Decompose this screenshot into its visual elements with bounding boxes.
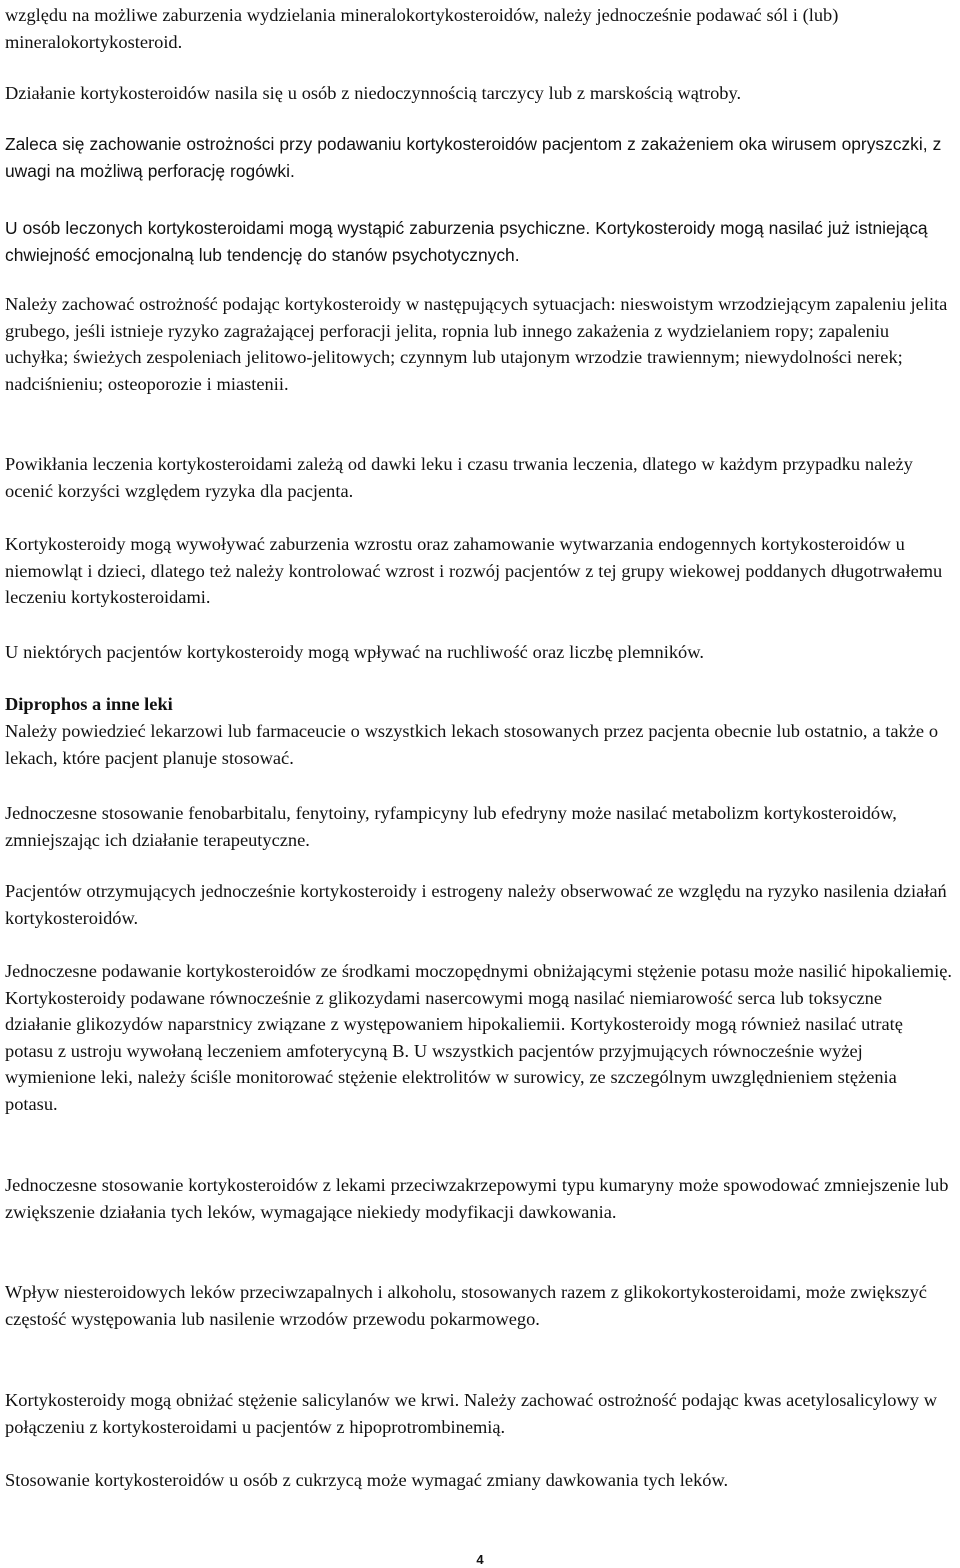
paragraph-growth: Kortykosteroidy mogą wywoływać zaburzenia wzrostu oraz zahamowanie wytwarzania endogennych kortykosteroidów u niemowląt i dzieci, dlatego też należy kontrolować wzrost i rozwój pacjentów z tej grupy wiekowej poddanych długotrwałemu leczeniu kortykosteroidami.: [5, 534, 943, 607]
paragraph-inform-doctor: Należy powiedzieć lekarzowi lub farmaceucie o wszystkich lekach stosowanych przez pacjenta obecnie lub ostatnio, a także o lekach, które pacjent planuje stosować.: [5, 721, 939, 768]
paragraph-herpes-eye: Zaleca się zachowanie ostrożności przy podawaniu kortykosteroidów pacjentom z zakażeniem oka wirusem opryszczki, z uwagi na możliwą perforację rogówki.: [5, 134, 942, 181]
paragraph-sperm: U niektórych pacjentów kortykosteroidy mogą wpływać na ruchliwość oraz liczbę plemników.: [5, 642, 704, 662]
paragraph-potassium: Jednoczesne podawanie kortykosteroidów ze środkami moczopędnymi obniżającymi stężenie potasu może nasilić hipokaliemię. Kortykosteroidy podawane równocześnie z glikozydami nasercowymi mogą nasilać niemiarowość serca lub toksyczne działanie glikozydów naparstnicy związane z występowaniem hipokaliemii. Kortykosteroidy mogą również nasilać utratę potasu z ustroju wywołaną leczeniem amfoterycyną B. U wszystkich pacjentów przyjmujących równocześnie wyżej wymienione leki, należy ściśle monitorować stężenie elektrolitów w surowicy, ze szczególnym uwzględnieniem stężenia potasu.: [5, 961, 952, 1114]
page-number: 4: [476, 1552, 484, 1567]
paragraph-phenobarbital: Jednoczesne stosowanie fenobarbitalu, fenytoiny, ryfampicyny lub efedryny może nasilać metabolizm kortykosteroidów, zmniejszając ich działanie terapeutyczne.: [5, 803, 897, 850]
paragraph-thyroid-liver: Działanie kortykosteroidów nasila się u osób z niedoczynnością tarczycy lub z marskością wątroby.: [5, 83, 742, 103]
paragraph-estrogens: Pacjentów otrzymujących jednocześnie kortykosteroidy i estrogeny należy obserwować ze względu na ryzyko nasilenia działań kortykosteroidów.: [5, 881, 947, 928]
paragraph-mineralocorticoid: względu na możliwe zaburzenia wydzielania mineralokortykosteroidów, należy jednocześnie podawać sól i (lub) mineralokortykosteroid.: [5, 5, 839, 52]
paragraph-anticoagulants: Jednoczesne stosowanie kortykosteroidów z lekami przeciwzakrzepowymi typu kumaryny może spowodować zmniejszenie lub zwiększenie działania tych leków, wymagające niekiedy modyfikacji dawkowania.: [5, 1175, 949, 1222]
paragraph-diabetes: Stosowanie kortykosteroidów u osób z cukrzycą może wymagać zmiany dawkowania tych leków.: [5, 1470, 729, 1490]
paragraph-nsaids: Wpływ niesteroidowych leków przeciwzapalnych i alkoholu, stosowanych razem z glikokortykosteroidami, może zwiększyć częstość występowania lub nasilenie wrzodów przewodu pokarmowego.: [5, 1282, 927, 1329]
paragraph-salicylates: Kortykosteroidy mogą obniżać stężenie salicylanów we krwi. Należy zachować ostrożność podając kwas acetylosalicylowy w połączeniu z kortykosteroidami u pacjentów z hipoprotrombinemią.: [5, 1390, 938, 1437]
paragraph-psychiatric: U osób leczonych kortykosteroidami mogą wystąpić zaburzenia psychiczne. Kortykosteroidy mogą nasilać już istniejącą chwiejność emocjonalną lub tendencję do stanów psychotycznych.: [5, 218, 928, 265]
paragraph-caution-conditions: Należy zachować ostrożność podając kortykosteroidy w następujących sytuacjach: nieswoistym wrzodziejącym zapaleniu jelita grubego, jeśli istnieje ryzyko zagrażającej perforacji jelita, ropnia lub innego zakażenia z wydzielaniem ropy; zapaleniu uchyłka; świeżych zespoleniach jelitowo-jelitowych; czynnym lub utajonym wrzodzie trawiennym; niewydolności nerek; nadciśnieniu; osteoporozie i miastenii.: [5, 294, 948, 394]
section-heading: Diprophos a inne leki: [5, 694, 173, 714]
paragraph-complications: Powikłania leczenia kortykosteroidami zależą od dawki leku i czasu trwania leczenia, dlatego w każdym przypadku należy ocenić korzyści względem ryzyka dla pacjenta.: [5, 454, 913, 501]
